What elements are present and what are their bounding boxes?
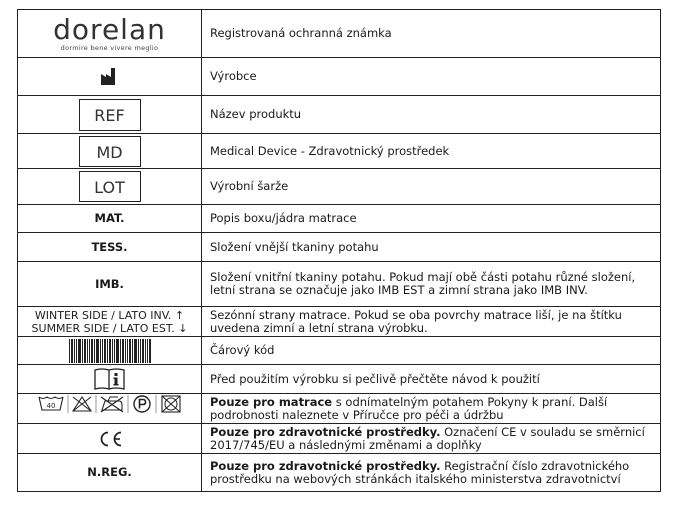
table-row	[18, 205, 661, 233]
symbol-cell	[18, 394, 202, 424]
symbol-cell	[18, 134, 202, 169]
winter-side-label: WINTER SIDE / LATO INV. ↑	[34, 308, 185, 322]
wash-temperature: 40	[46, 401, 56, 410]
description-cell: Medical Device - Zdravotnický prostředek	[202, 134, 661, 169]
logo-brand: dorelan	[53, 12, 166, 46]
care-symbols	[20, 395, 199, 423]
symbol-cell	[18, 96, 202, 134]
no-bleach-icon	[71, 395, 93, 413]
description-cell	[202, 424, 661, 454]
description-cell	[202, 394, 661, 424]
table-row	[18, 233, 661, 262]
table-row	[18, 10, 661, 58]
table-row	[18, 394, 661, 424]
table-row	[18, 169, 661, 205]
description-cell: Čárový kód	[202, 337, 661, 365]
no-iron-icon	[99, 395, 125, 413]
wash-40-icon	[38, 395, 64, 413]
description-cell: Složení vnitřní tkaniny potahu. Pokud mají obě části potahu různé složení, letní strana se označuje jako IMB EST a zimní strana jako IMB INV.	[202, 262, 661, 307]
symbol-cell	[18, 365, 202, 394]
nreg-symbol: N.REG.	[18, 454, 202, 492]
no-tumble-dry-icon	[160, 395, 182, 413]
description-cell: Popis boxu/jádra matrace	[202, 205, 661, 233]
description-bold: Pouze pro zdravotnické prostředky.	[210, 424, 441, 439]
care-divider-icon	[95, 395, 97, 413]
mat-symbol: MAT.	[18, 205, 202, 233]
description-cell: Registrovaná ochranná známka	[202, 10, 661, 58]
description-cell: Sezónní strany matrace. Pokud se oba povrchy matrace liší, je na štítku uvedena zimní a letní strana výrobku.	[202, 307, 661, 337]
ref-symbol: REF	[79, 99, 141, 131]
care-divider-icon	[155, 395, 157, 413]
description-cell: Před použitím výrobku si pečlivě přečtěte návod k použití	[202, 365, 661, 394]
ce-mark-icon	[97, 431, 123, 447]
logo-tagline: dormire bene vivere meglio	[60, 43, 159, 52]
table-row	[18, 262, 661, 307]
symbol-legend-table	[17, 9, 661, 492]
description-text: s odnímatelným potahem Pokyny k praní. Další podrobnosti naleznete v Příručce pro péči a údržbu	[210, 394, 608, 422]
description-cell	[202, 454, 661, 492]
care-divider-icon	[67, 395, 69, 413]
imb-symbol: IMB.	[18, 262, 202, 307]
description-bold: Pouze pro zdravotnické prostředky.	[210, 458, 441, 473]
table-row	[18, 58, 661, 96]
description-cell: Složení vnější tkaniny potahu	[202, 233, 661, 262]
symbol-cell	[18, 58, 202, 96]
description-cell: Název produktu	[202, 96, 661, 134]
symbol-cell	[18, 337, 202, 365]
dry-clean-p-icon	[132, 395, 152, 413]
table-row	[18, 337, 661, 365]
table-row	[18, 307, 661, 337]
md-symbol: MD	[79, 136, 141, 167]
dorelan-logo	[20, 12, 199, 52]
table-row	[18, 134, 661, 169]
instructions-icon	[93, 367, 127, 391]
symbol-cell	[18, 307, 202, 337]
description-bold: Pouze pro matrace	[210, 394, 333, 409]
barcode-icon	[69, 339, 151, 363]
table-row	[18, 96, 661, 134]
table-row	[18, 424, 661, 454]
lot-symbol: LOT	[79, 171, 141, 202]
table-row	[18, 365, 661, 394]
symbol-cell	[18, 10, 202, 58]
symbol-cell	[18, 424, 202, 454]
table-row	[18, 454, 661, 492]
description-text: Označení CE v souladu se směrnicí 2017/745/EU a následnými změnami a doplňky	[210, 424, 645, 452]
care-divider-icon	[127, 395, 129, 413]
description-text: Registrační číslo zdravotnického prostředku na webových stránkách italského ministerstva zdravotnictví	[210, 458, 630, 486]
tess-symbol: TESS.	[18, 233, 202, 262]
description-cell: Výrobce	[202, 58, 661, 96]
symbol-cell	[18, 169, 202, 205]
description-cell: Výrobní šarže	[202, 169, 661, 205]
summer-side-label: SUMMER SIDE / LATO EST. ↓	[31, 321, 188, 335]
manufacturer-icon	[100, 67, 120, 86]
